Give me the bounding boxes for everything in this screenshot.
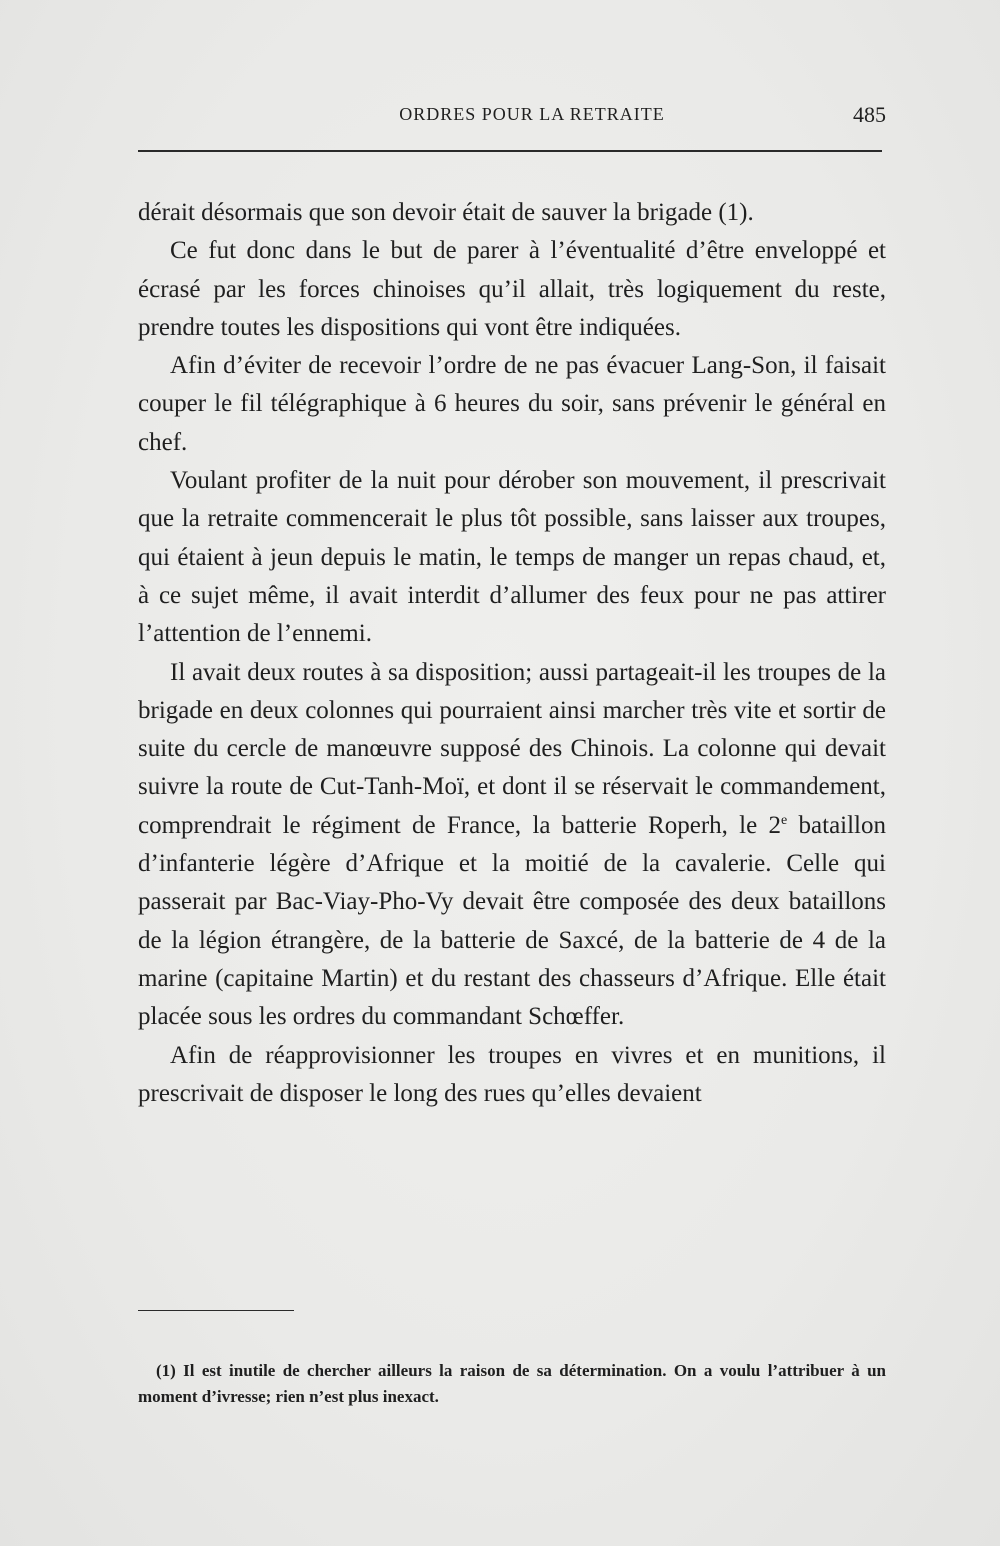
- page-number: 485: [853, 102, 886, 127]
- header-rule: [138, 150, 882, 152]
- paragraph: Ce fut donc dans le but de parer à l’éventualité d’être enveloppé et écrasé par les forces chinoises qu’il allait, très logiquement du reste, prendre toutes les dispositions qui vont être indiquées.: [138, 237, 886, 341]
- paragraph: Afin d’éviter de recevoir l’ordre de ne pas évacuer Lang-Son, il faisait couper le fil télégraphique à 6 heures du soir, sans prévenir le général en chef.: [138, 352, 886, 456]
- paragraph: [138, 654, 886, 1037]
- paragraph-text: bataillon d’infanterie légère d’Afrique et la moitié de la cavalerie. Celle qui passerait par Bac-Viay-Pho-Vy devait être composée des deux bataillons de la légion étrangère, de la batterie de Saxcé, de la batterie de 4 de la marine (capitaine Martin) et du restant des chasseurs d’Afrique. Elle était placée sous les ordres du commandant Schœffer.: [138, 811, 886, 1031]
- page-header: [138, 104, 886, 134]
- paragraph: Afin de réapprovisionner les troupes en vivres et en munitions, il prescrivait de disposer le long des rues qu’elles devaient: [138, 1041, 886, 1107]
- paragraph-continued: dérait désormais que son devoir était de sauver la brigade (1).: [138, 199, 754, 226]
- body-text: [138, 194, 886, 1113]
- superscript: e: [781, 812, 788, 828]
- paragraph-text: Il avait deux routes à sa disposition; aussi partageait-il les troupes de la brigade en deux colonnes qui pourraient ainsi marcher très vite et sortir de suite du cercle de manœuvre supposé des Chinois. La colonne qui devait suivre la route de Cut-Tanh-Moï, et dont il se réservait le commandement, comprendrait le régiment de France, la batterie Roperh, le 2: [138, 658, 886, 839]
- paragraph: Voulant profiter de la nuit pour dérober son mouvement, il prescrivait que la retraite commencerait le plus tôt possible, sans laisser aux troupes, qui étaient à jeun depuis le matin, le temps de manger un repas chaud, et, à ce sujet même, il avait interdit d’allumer des feux pour ne pas attirer l’attention de l’ennemi.: [138, 467, 886, 648]
- running-title: ORDRES POUR LA RETRAITE: [399, 104, 665, 124]
- footnote-rule: [138, 1310, 294, 1311]
- footnote: (1) Il est inutile de chercher ailleurs la raison de sa détermination. On a voulu l’attribuer à un moment d’ivresse; rien n’est plus inexact.: [138, 1361, 886, 1406]
